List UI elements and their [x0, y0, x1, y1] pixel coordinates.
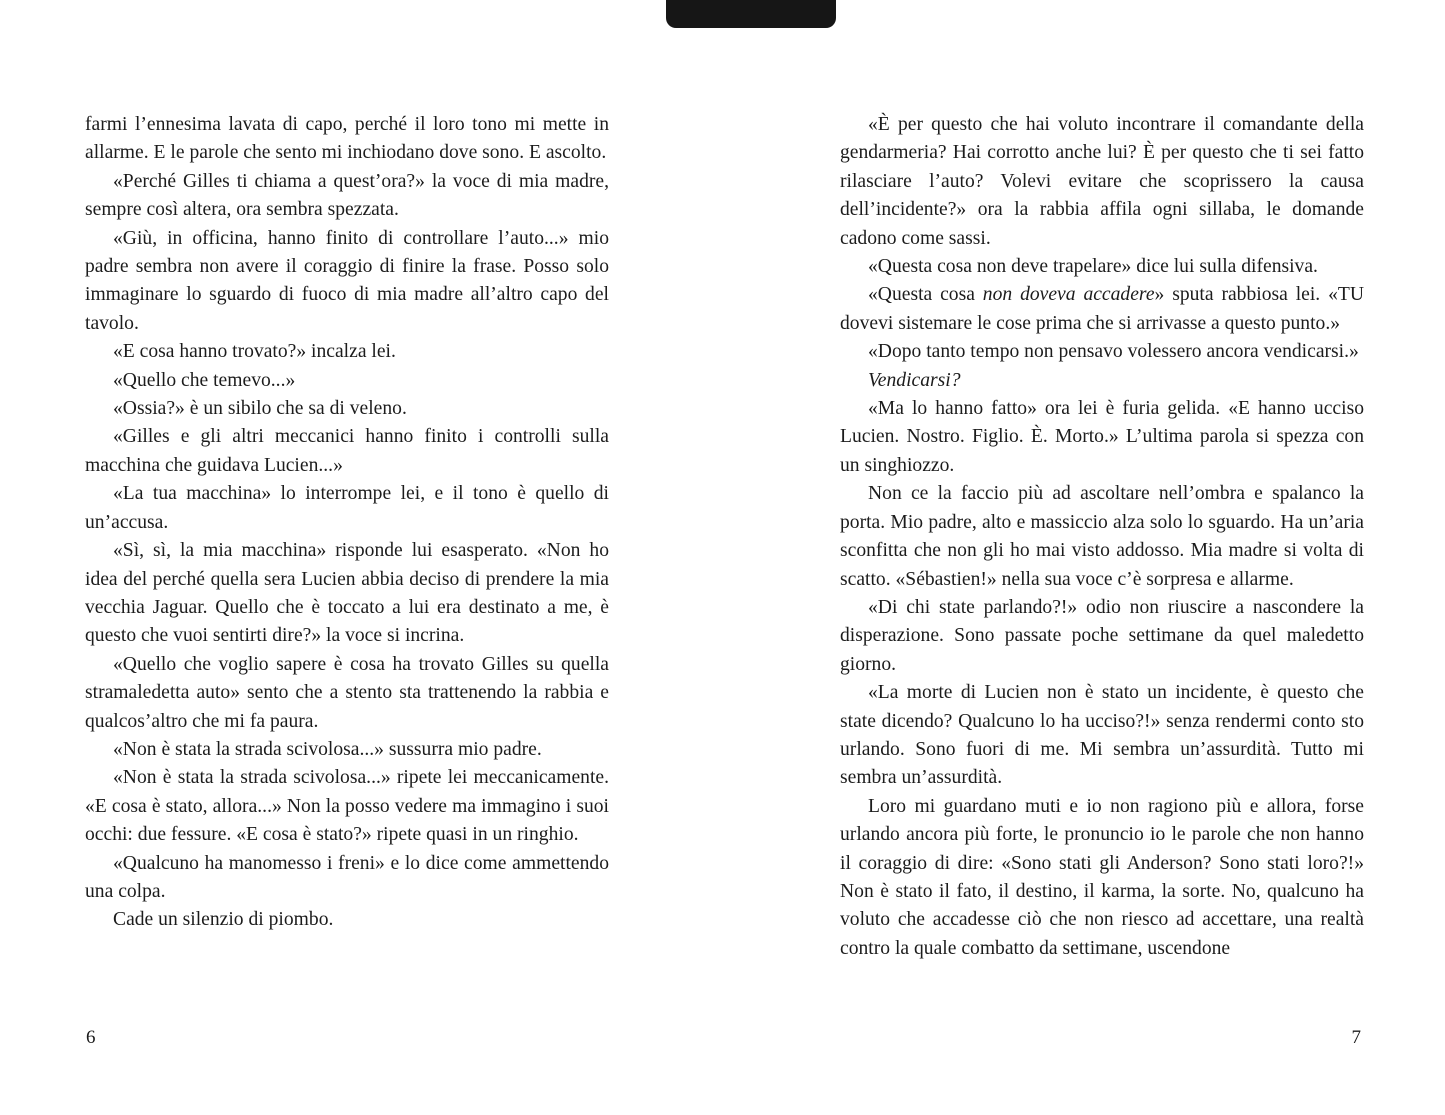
text-run: «Ma lo hanno fatto» ora lei è furia gelida. «E hanno ucciso Lucien. Nostro. Figlio. È. Morto.» L’ultima parola si spezza con un singhiozzo. [840, 398, 1364, 476]
paragraph [85, 168, 609, 225]
text-run: «Non è stata la strada scivolosa...» sussurra mio padre. [113, 738, 542, 760]
text-run: «Dopo tanto tempo non pensavo volessero ancora vendicarsi.» [868, 341, 1359, 363]
paragraph [85, 111, 609, 168]
paragraph [840, 281, 1364, 338]
paragraph [840, 253, 1364, 281]
paragraph [840, 338, 1364, 366]
paragraph [85, 537, 609, 651]
paragraph [840, 793, 1364, 963]
text-run: » sputa rabbiosa lei. «TU dovevi sistemare le cose prima che si arrivasse a questo punto.» [840, 284, 1364, 334]
text-run: Non ce la faccio più ad ascoltare nell’ombra e spalanco la porta. Mio padre, alto e massiccio alza solo lo sguardo. Ha un’aria sconfitta che non gli ho mai visto addosso. Mia madre si volta di scatto. «Sébastien!» nella sua voce c’è sorpresa e allarme. [840, 483, 1364, 590]
page-right-text [840, 111, 1364, 963]
paragraph [85, 480, 609, 537]
paragraph [840, 395, 1364, 480]
paragraph [840, 111, 1364, 253]
text-run: «Perché Gilles ti chiama a quest’ora?» la voce di mia madre, sempre così altera, ora sembra spezzata. [85, 170, 609, 221]
text-run: «Qualcuno ha manomesso i freni» e lo dice come ammettendo una colpa. [85, 852, 609, 902]
text-run: Cade un silenzio di piombo. [113, 909, 334, 931]
text-run: «Quello che temevo...» [113, 369, 296, 391]
paragraph [85, 423, 609, 480]
paragraph [85, 736, 609, 764]
page-number-right: 7 [1351, 1027, 1361, 1048]
text-run: farmi l’ennesima lavata di capo, perché il loro tono mi mette in allarme. E le parole che sento mi inchiodano dove sono. E ascolto. [85, 114, 609, 164]
italic-text-run: non doveva accadere [982, 284, 1155, 306]
text-run: «Ossia?» è un sibilo che sa di veleno. [113, 398, 407, 420]
text-run: «Questa cosa non deve trapelare» dice lui sulla difensiva. [868, 256, 1318, 278]
paragraph [85, 850, 609, 907]
paragraph [85, 651, 609, 736]
text-run: «E cosa hanno trovato?» incalza lei. [113, 341, 396, 363]
paragraph [85, 225, 609, 339]
text-run: «La tua macchina» lo interrompe lei, e il tono è quello di un’accusa. [85, 483, 609, 533]
text-run: «Di chi state parlando?!» odio non riuscire a nascondere la disperazione. Sono passate poche settimane da quel maledetto giorno. [840, 596, 1364, 675]
text-run: «La morte di Lucien non è stato un incidente, è questo che state dicendo? Qualcuno lo ha ucciso?!» senza rendermi conto sto urlando. Sono fuori di me. Mi sembra un’assurdità. Tutto mi sembra un’assurdità. [840, 682, 1364, 789]
page-number-left: 6 [86, 1027, 96, 1048]
paragraph [85, 367, 609, 395]
italic-text-run: Vendicarsi? [868, 369, 961, 391]
paragraph [840, 367, 1364, 395]
paragraph [85, 764, 609, 849]
paragraph [840, 594, 1364, 679]
text-run: «Gilles e gli altri meccanici hanno finito i controlli sulla macchina che guidava Lucien...» [85, 426, 609, 476]
text-run: «Questa cosa [868, 284, 983, 306]
text-run: «Giù, in officina, hanno finito di controllare l’auto...» mio padre sembra non avere il coraggio di finire la frase. Posso solo immaginare lo sguardo di fuoco di mia madre all’altro capo del tavolo. [85, 227, 609, 334]
text-run: Loro mi guardano muti e io non ragiono più e allora, forse urlando ancora più forte, le pronuncio io le parole che non hanno il coraggio di dire: «Sono stati gli Anderson? Sono stati loro?!» Non è stato il fato, il destino, il karma, la sorte. No, qualcuno ha voluto che accadesse ciò che non riesco ad accettare, una realtà contro la quale combatto da settimane, uscendone [840, 795, 1364, 959]
paragraph [840, 679, 1364, 793]
text-run: «È per questo che hai voluto incontrare il comandante della gendarmeria? Hai corrotto anche lui? È per questo che ti sei fatto rilasciare l’auto? Volevi evitare che scoprissero la causa dell’incidente?» ora la rabbia affila ogni sillaba, le domande cadono come sassi. [840, 114, 1364, 249]
paragraph [85, 906, 609, 934]
text-run: «Sì, sì, la mia macchina» risponde lui esasperato. «Non ho idea del perché quella sera Lucien abbia deciso di prendere la mia vecchia Jaguar. Quello che è toccato a lui era destinato a me, è questo che vuoi sentirti dire?» la voce si incrina. [85, 540, 609, 647]
paragraph [85, 338, 609, 366]
paragraph [85, 395, 609, 423]
text-run: «Quello che voglio sapere è cosa ha trovato Gilles su quella stramaledetta auto» sento che a stento sta trattenendo la rabbia e qualcos’altro che mi fa paura. [85, 653, 609, 732]
page-left-text [85, 111, 609, 935]
paragraph [840, 480, 1364, 594]
text-run: «Non è stata la strada scivolosa...» ripete lei meccanicamente. «E cosa è stato, allora...» Non la posso vedere ma immagino i suoi occhi: due fessure. «E cosa è stato?» ripete quasi in un ringhio. [85, 767, 609, 846]
cropped-ui-artifact [666, 0, 836, 28]
